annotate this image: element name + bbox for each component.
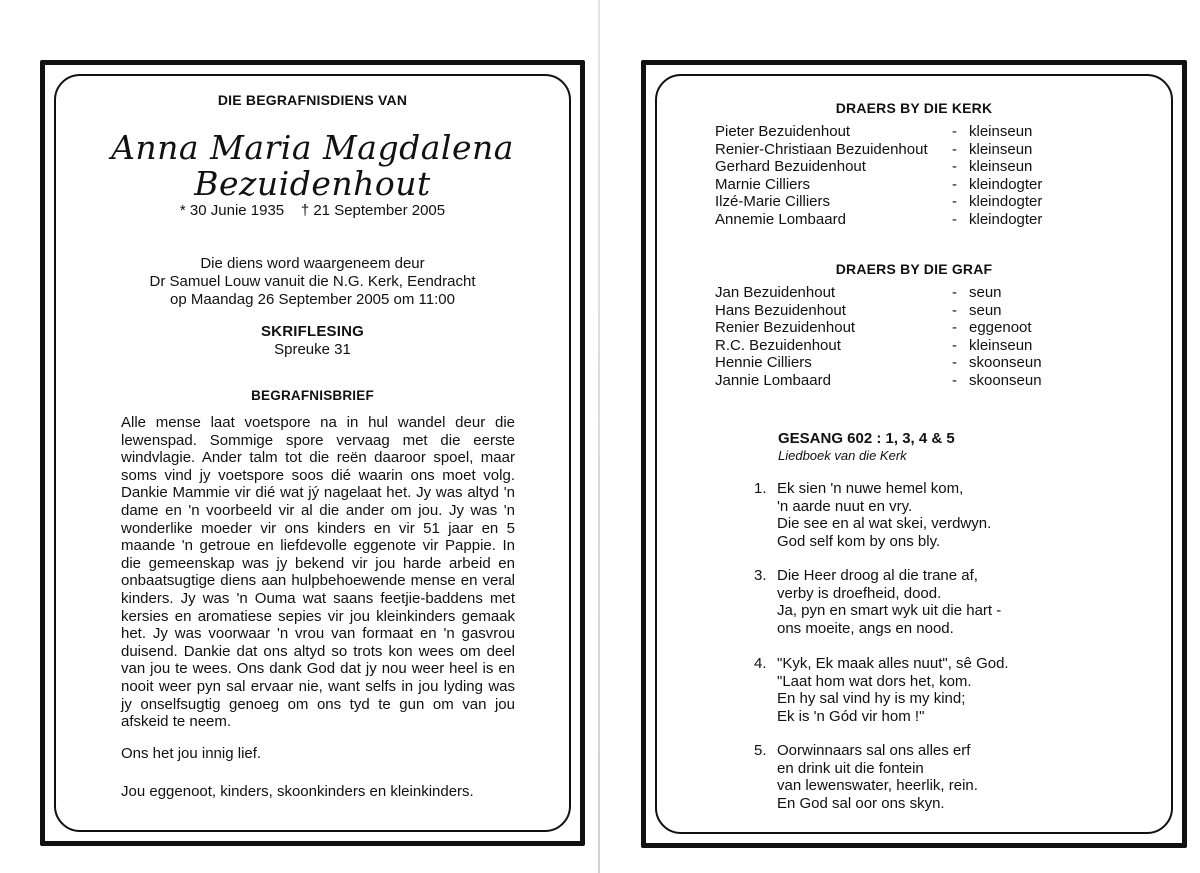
death-cross-icon: † (300, 202, 310, 219)
verse-number: 3. (754, 567, 767, 584)
verse-number: 1. (754, 480, 767, 497)
life-dates (56, 202, 569, 220)
service-info (56, 255, 569, 309)
left-frame-outer (45, 65, 580, 841)
deceased-name-line1: Anna Maria Magdalena (111, 128, 514, 167)
verse-lines: "Kyk, Ek maak alles nuut", sê God. "Laat hom wat dors het, kom. En hy sal vind hy is my kind; Ek is 'n Gód vir hom !" (777, 655, 1009, 725)
left-frame-inner (54, 74, 571, 832)
service-header: DIE BEGRAFNISDIENS VAN (217, 92, 408, 108)
service-line: Dr Samuel Louw vanuit die N.G. Kerk, Eendracht (149, 273, 476, 290)
verse-lines: Oorwinnaars sal ons alles erf en drink uit die fontein van lewenswater, heerlik, rein. En God sal oor ons skyn. (777, 742, 978, 812)
verse-lines: Ek sien 'n nuwe hemel kom, 'n aarde nuut en vry. Die see en al wat skei, verdwyn. God self kom by ons bly. (777, 480, 992, 550)
signoff-line: Jou eggenoot, kinders, skoonkinders en kleinkinders. (121, 783, 474, 800)
love-line: Ons het jou innig lief. (121, 745, 262, 762)
verse-lines: Die Heer droog al die trane af, verby is droefheid, dood. Ja, pyn en smart wyk uit die hart - ons moeite, angs en nood. (777, 567, 1002, 637)
verse-number: 4. (754, 655, 767, 672)
right-content: DRAERS BY DIE KERK Pieter Bezuidenhout - kleinseun Renier-Christiaan Bezuidenhout - kleinseun Gerhard Bezuidenhout - kleinseun Marnie Cilliers - kleindogter Ilzé-Marie Cilliers - kleindogter Annemie Lombaard - kleindogter DRAERS BY DIE GRAF Jan Bezuidenhout - seun Hans Bezuidenhout - seun Renier Bezuidenhout - eggenoot R.C. Bezuidenhout - kleinseun Hennie Cilliers - skoonseun Jannie Lombaard - skoonseun GESANG 602 : 1, 3, 4 & 5 Liedboek van die Kerk 1. Ek sien 'n nuwe hemel kom, 'n aarde nuut en vry. Die see en al wat skei, verdwyn. God self kom by ons bly. 3. Die Heer droog al die trane af, verby is droefheid, dood. Ja, pyn en smart wyk uit die hart - ons moeite, angs en nood. 4. "Kyk, Ek maak alles nuut", sê God. "Laat hom wat dors het, kom. En hy sal vind hy is my kind; Ek is 'n Gód vir hom !" 5. Oorwinnaars sal ons alles erf en drink uit die fontein van lewenswater, heerlik, rein. En God sal oor ons skyn. (657, 76, 1171, 832)
verse-number: 5. (754, 742, 767, 759)
service-line: Die diens word waargeneem deur (200, 255, 425, 272)
right-frame-outer (646, 65, 1182, 843)
death-date: 21 September 2005 (313, 202, 446, 219)
church-bearers-heading: DRAERS BY DIE KERK (835, 100, 993, 116)
left-content (56, 76, 569, 830)
left-page (40, 60, 585, 846)
service-line: op Maandag 26 September 2005 om 11:00 (170, 291, 455, 308)
hymn-title: GESANG 602 : 1, 3, 4 & 5 (778, 430, 955, 447)
right-page (641, 60, 1187, 848)
birth-date: 30 Junie 1935 (189, 202, 285, 219)
right-frame-inner (655, 74, 1173, 834)
letter-body: Alle mense laat voetspore na in hul wandel deur die lewenspad. Sommige spore vervaag met die eerste windvlagie. Ander talm tot die reën daaroor spoel, maar soms vind jy voetspore soos dié waarin ons moet volg. Dankie Mammie vir dié wat jý nagelaat het. Jy was altyd 'n dame en 'n voorbeeld vir al die ander om jou. Jy was 'n wonderlike moeder vir ons kinders en vir 51 jaar en 5 maande 'n getroue en liefdevolle eggenote vir Pappie. In die gemeenskap was jy bekend vir jou harde arbeid en onbaatsugtige diens aan hulpbehoewende mense en veral kinders. Jy was 'n Ouma wat saans feetjie-baddens met kersies en aromatiese sepies vir jou kleinkinders gemaak het. Jy was voorwaar 'n vrou van formaat en 'n gasvrou duisend. Dankie dat ons altyd so trots kon wees om deel van jou te wees. Ons dank God dat jy nou weer heel is en nooit weer pyn sal ervaar nie, want selfs in jou lyding was jy onselfsugtig genoeg om ons tyd te gun om van jou afskeid te neem. (121, 414, 515, 731)
deceased-name-line2: Bezuidenhout (194, 164, 431, 203)
letter-heading: BEGRAFNISBRIEF (251, 388, 374, 403)
reading-text: Spreuke 31 (274, 341, 351, 358)
grave-bearers-heading: DRAERS BY DIE GRAF (835, 261, 993, 277)
center-fold (598, 0, 600, 873)
hymn-source: Liedboek van die Kerk (778, 448, 907, 463)
reading-heading: SKRIFLESING (260, 323, 365, 340)
birth-symbol: * (179, 202, 186, 219)
